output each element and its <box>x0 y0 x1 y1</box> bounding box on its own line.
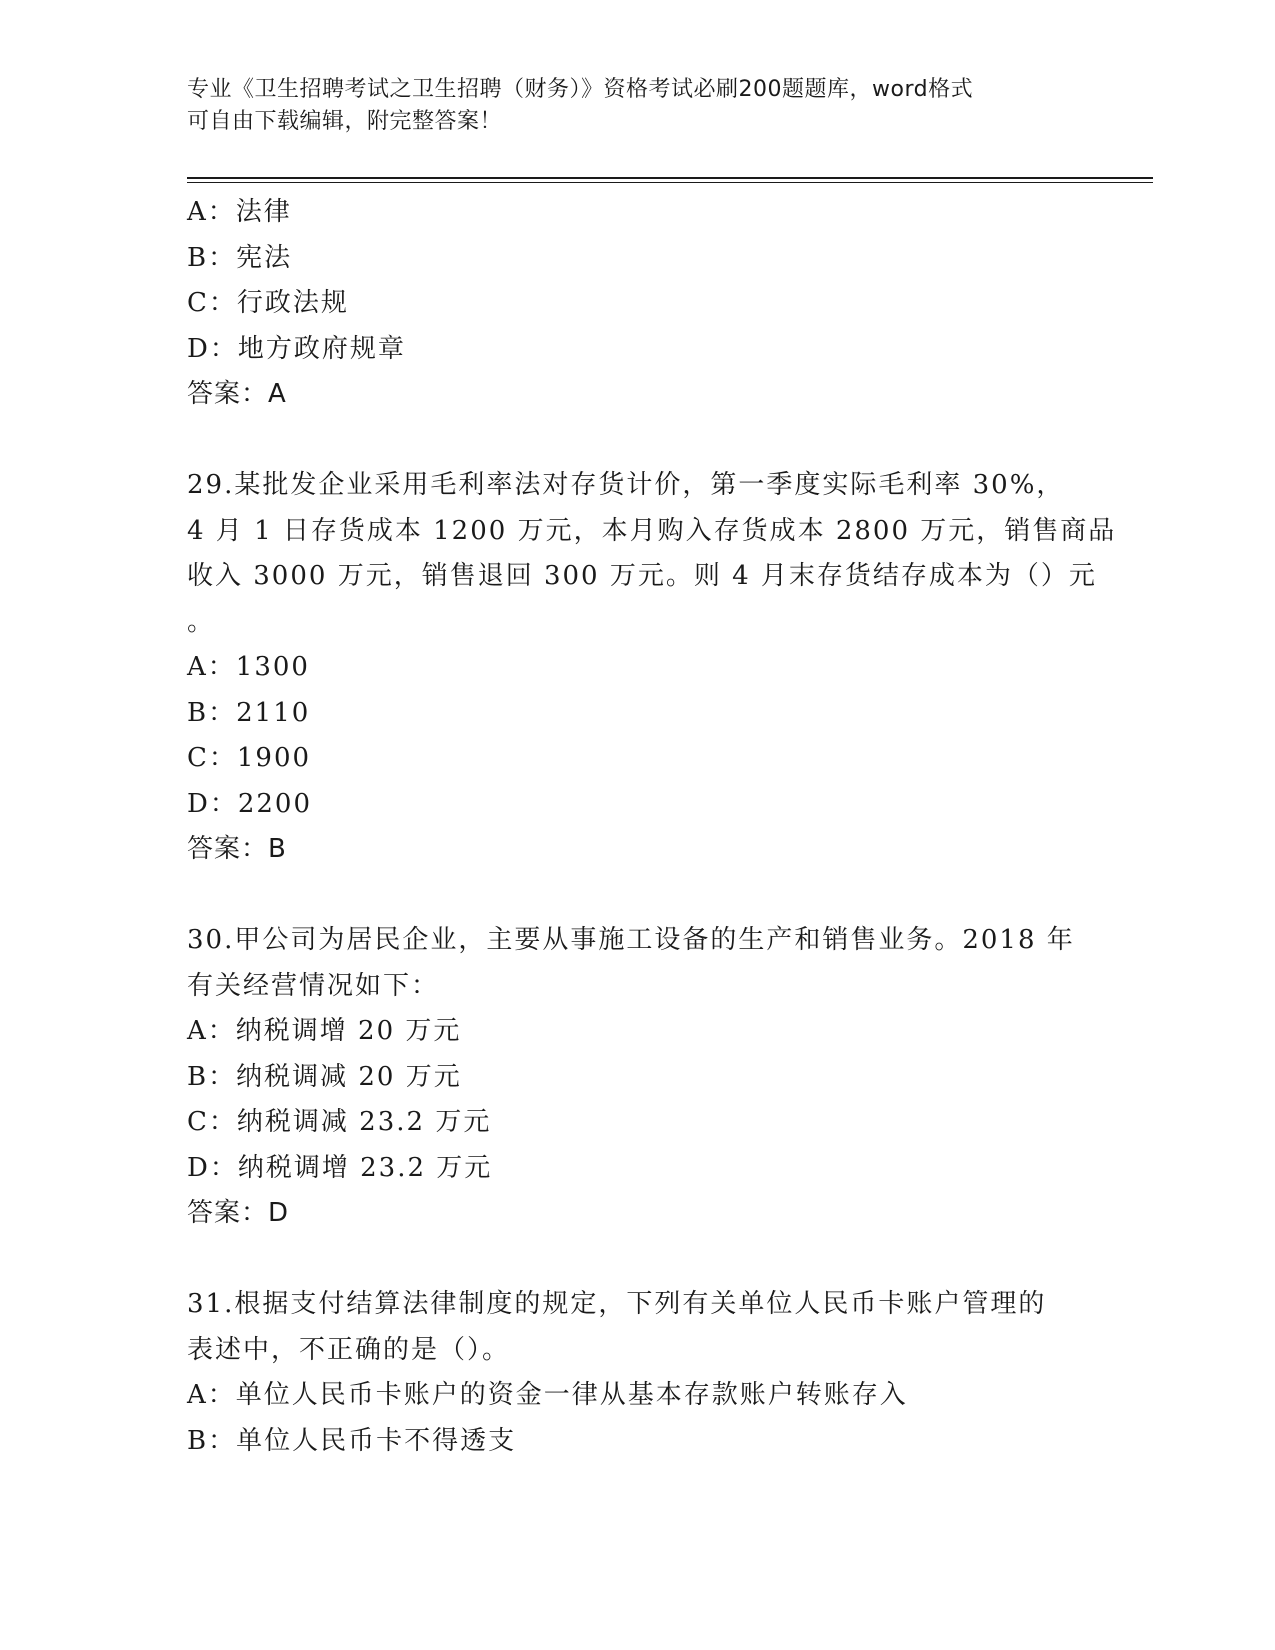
option-d: D：2200 <box>187 788 313 819</box>
option-a: A：1300 <box>187 652 310 682</box>
question-text-line: 31.根据支付结算法律制度的规定，下列有关单位人民币卡账户管理的 <box>187 1289 1047 1319</box>
spacer <box>187 873 1087 919</box>
question-29 <box>187 463 1117 873</box>
header-divider-thin <box>187 182 1153 183</box>
option-d: D：纳税调增 23.2 万元 <box>187 1152 493 1183</box>
answer: 答案：A <box>187 379 287 409</box>
question-30 <box>187 918 1087 1237</box>
option-b: B：单位人民币卡不得透支 <box>187 1425 517 1456</box>
option-b: B：宪法 <box>187 242 293 273</box>
question-text-line: 。 <box>187 606 216 637</box>
question-text-line: 收入 3000 万元，销售退回 300 万元。则 4 月末存货结存成本为（）元 <box>187 561 1097 591</box>
answer: 答案：B <box>187 834 287 864</box>
option-d: D：地方政府规章 <box>187 333 406 364</box>
question-text-line: 4 月 1 日存货成本 1200 万元，本月购入存货成本 2800 万元，销售商品 <box>187 515 1117 546</box>
option-a: A：法律 <box>187 197 292 227</box>
document-header <box>187 74 1067 138</box>
header-line-2: 可自由下载编辑，附完整答案！ <box>187 109 503 134</box>
question-text-line: 有关经营情况如下： <box>187 970 440 1001</box>
spacer <box>187 418 1087 464</box>
question-text-line: 30.甲公司为居民企业，主要从事施工设备的生产和销售业务。2018 年 <box>187 925 1075 955</box>
question-31 <box>187 1282 1087 1464</box>
document-body <box>187 190 1117 1464</box>
option-a: A：纳税调增 20 万元 <box>187 1016 462 1046</box>
question-text-line: 29.某批发企业采用毛利率法对存货计价，第一季度实际毛利率 30%， <box>187 470 1065 500</box>
header-line-1: 专业《卫生招聘考试之卫生招聘（财务）》资格考试必刷200题题库，word格式 <box>187 77 974 102</box>
header-divider-thick <box>187 177 1153 179</box>
spacer <box>187 1237 1087 1283</box>
answer: 答案：D <box>187 1198 290 1228</box>
option-c: C：1900 <box>187 743 312 773</box>
option-b: B：纳税调减 20 万元 <box>187 1061 462 1092</box>
option-b: B：2110 <box>187 697 311 728</box>
question-text-line: 表述中，不正确的是（）。 <box>187 1334 511 1365</box>
option-a: A：单位人民币卡账户的资金一律从基本存款账户转账存入 <box>187 1380 908 1410</box>
option-c: C：行政法规 <box>187 288 349 318</box>
question-28 <box>187 190 1087 418</box>
option-c: C：纳税调减 23.2 万元 <box>187 1107 492 1137</box>
